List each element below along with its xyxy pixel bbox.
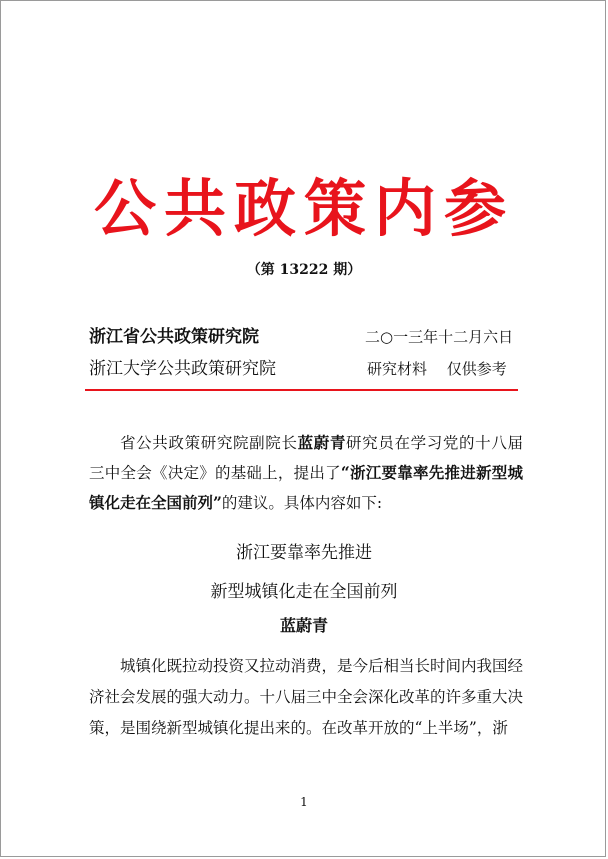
intro-author-name: 蓝蔚青 [297, 433, 347, 452]
org-secondary: 浙江大学公共政策研究院 [89, 359, 276, 379]
article-author: 蓝蔚青 [279, 616, 328, 635]
article-title-line1: 浙江要靠率先推进 [236, 543, 372, 563]
intro-text-3: 的建议。具体内容如下: [221, 494, 383, 512]
issue-date: 二○一三年十二月六日 [365, 328, 514, 346]
article-title-line2: 新型城镇化走在全国前列 [210, 582, 398, 602]
masthead-title: 公共政策内参 [93, 172, 514, 245]
header-divider [85, 389, 518, 391]
intro-paragraph [89, 428, 523, 518]
reference-note: 研究材料 仅供参考 [367, 360, 507, 378]
page-number: 1 [300, 795, 308, 809]
issue-number: （第 13222 期） [246, 262, 362, 278]
intro-text-1: 省公共政策研究院副院长 [120, 434, 298, 452]
intro-text-2: 研究员在学习党的十八届三中全会《决定》的基础上，提出了 [89, 434, 523, 482]
intro-highlight: “浙江要靠率先推进新型城镇化走在全国前列” [89, 463, 523, 512]
org-primary: 浙江省公共政策研究院 [89, 327, 259, 347]
article-body: 城镇化既拉动投资又拉动消费，是今后相当长时间内我国经济社会发展的强大动力。十八届三中全会深化改革的许多重大决策，是围绕新型城镇化提出来的。在改革开放的“上半场”，浙 [89, 657, 524, 737]
